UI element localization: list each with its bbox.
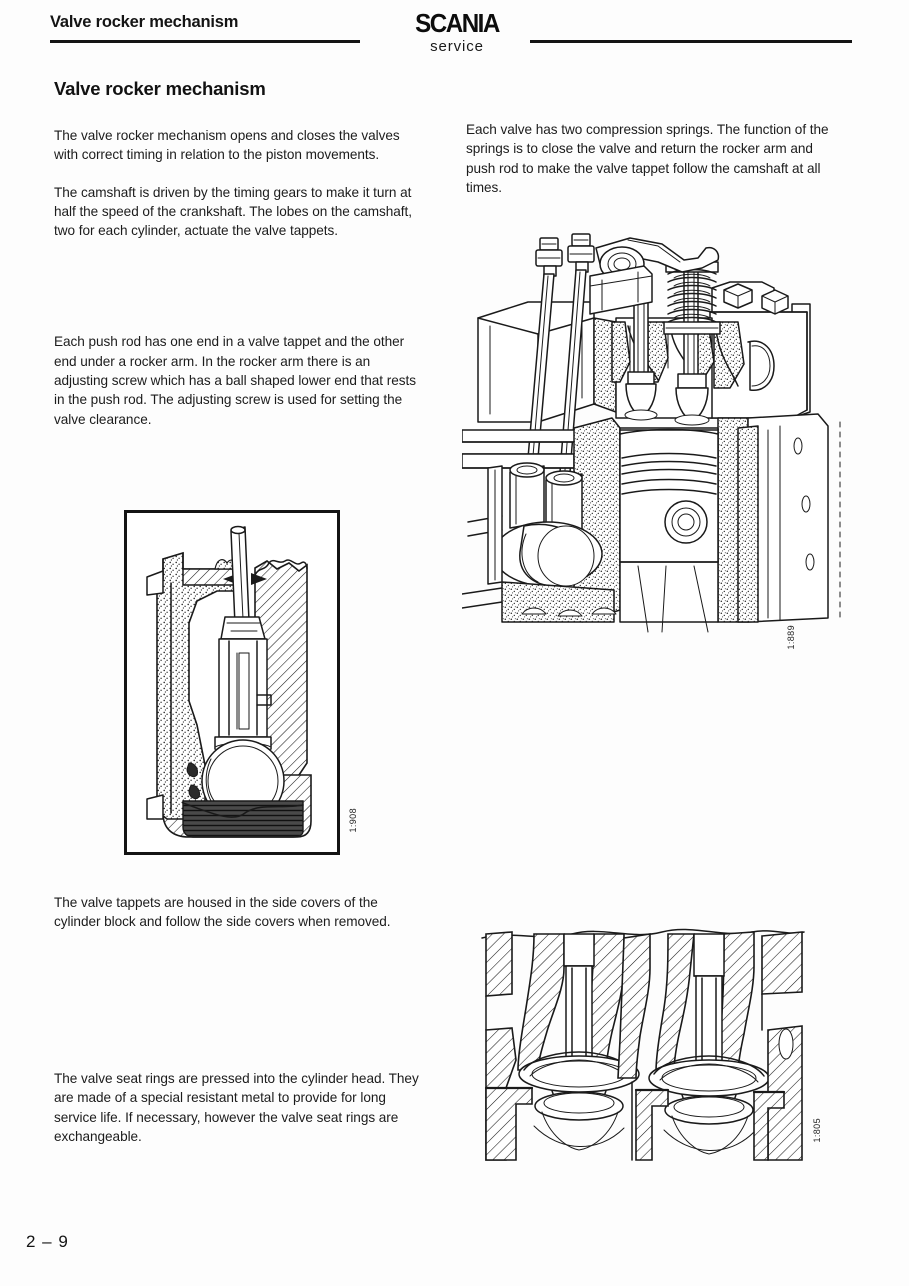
header-rule-left [50,40,360,43]
paragraph-camshaft: The camshaft is driven by the timing gears to make it turn at half the speed of the crankshaft. The lobes on the camshaft, two for each cylinder, actuate the valve tappets. [54,184,412,239]
rocker-arm-assembly [590,238,718,314]
brand-wordmark: SCANIA [415,8,499,38]
camshaft-lobe [494,522,602,586]
valve-seat-rings-drawing [472,920,812,1165]
right-column [466,120,844,215]
push-rod [231,527,249,626]
tappet-section-drawing [127,513,337,852]
page-title: Valve rocker mechanism [54,78,266,99]
paragraph-intro: The valve rocker mechanism opens and closes the valves with correct timing in relation to the piston movements. [54,128,400,163]
figure-reference-tappet-section: 1:908 [348,808,358,833]
figure-tappet-section [124,510,340,855]
brand-subtitle: service [430,38,484,55]
head-bolt-right [762,290,788,314]
engine-cutaway-drawing [462,222,852,642]
paragraph-push-rod: Each push rod has one end in a valve tappet and the other end under a rocker arm. In the rocker arm there is an adjusting screw which has a ball shaped lower end that rests in the push rod. The adjusting screw is used for setting the valve clearance. [54,334,416,427]
valve-tappet-body [215,639,271,753]
adjusting-screw-left [536,238,562,276]
figure-reference-engine-cutaway: 1:889 [786,625,796,650]
running-header-title: Valve rocker mechanism [50,13,239,31]
paragraph-springs: Each valve has two compression springs. The function of the springs is to close the valve and return the rocker arm and push rod to make the valve tappet follow the camshaft at all times. [466,122,829,195]
page-number: 2 – 9 [26,1232,69,1251]
paragraph-valve-seat-rings: The valve seat rings are pressed into the cylinder head. They are made of a special resistant metal to provide for long service life. If necessary, however the valve seat rings are exchangeable. [54,1071,419,1144]
seats-text-block [54,1069,426,1164]
head-bolt-left [724,284,752,308]
valve-tappet-left [510,463,544,528]
scania-service-logo [392,10,522,58]
figure-engine-cutaway [462,222,852,642]
tappets-text-block [54,893,426,950]
column-spacer [54,258,422,332]
figure-reference-valve-seats: 1:805 [812,1118,822,1143]
paragraph-tappets-housed: The valve tappets are housed in the side covers of the cylinder block and follow the side covers when removed. [54,895,391,930]
left-column [54,78,422,447]
header-rule-right [530,40,852,43]
figure-valve-seat-rings [472,920,812,1165]
adjusting-screw-right [568,234,594,272]
